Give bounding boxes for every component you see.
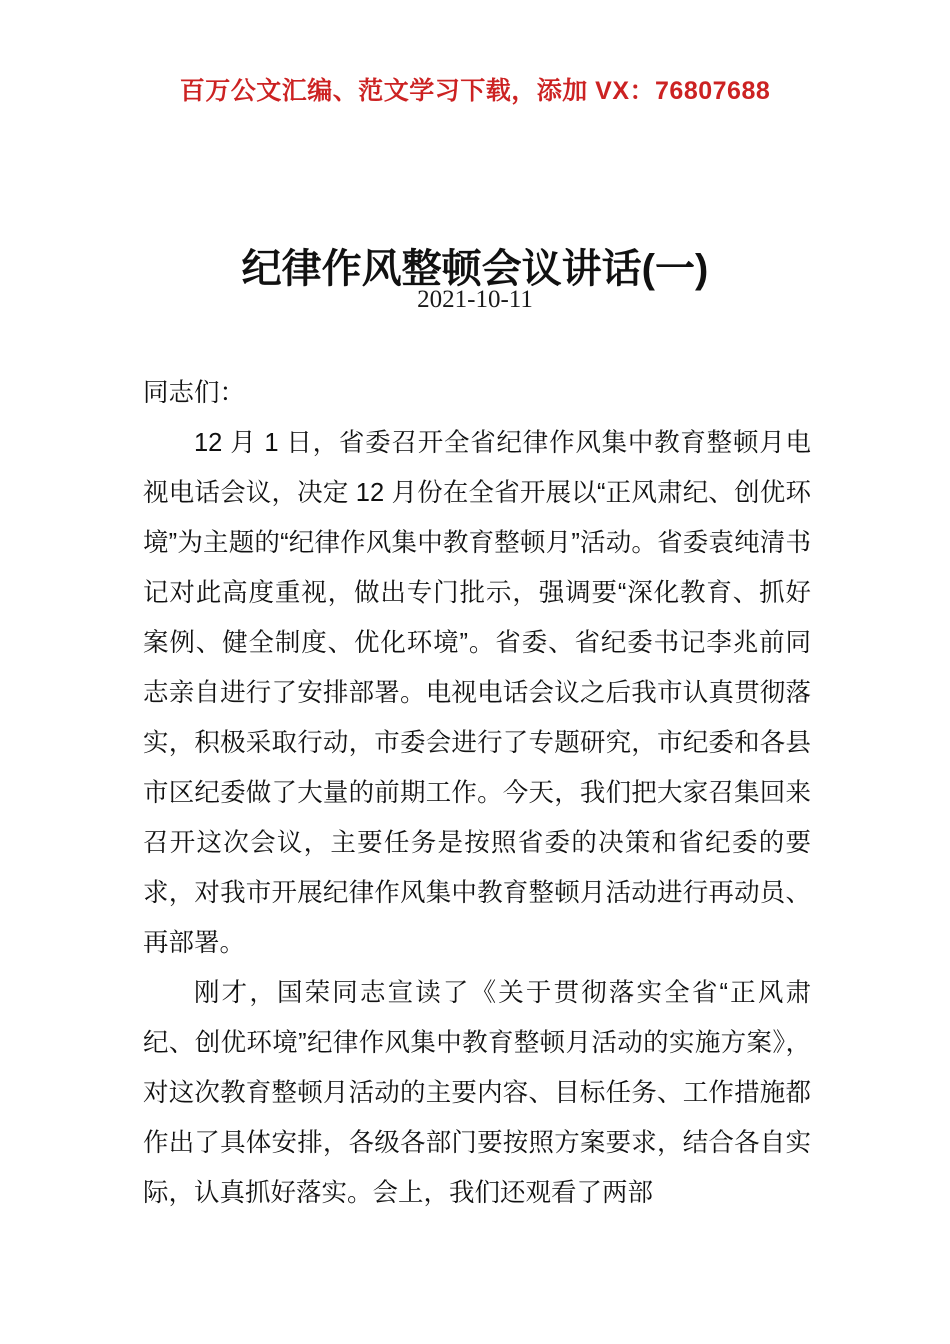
document-date: 2021-10-11 <box>417 286 533 313</box>
promo-banner: 百万公文汇编、范文学习下载，添加 VX：76807688 <box>179 77 771 105</box>
page-title: 纪律作风整顿会议讲话(一) <box>241 246 709 291</box>
body-paragraph: 12 月 1 日，省委召开全省纪律作风集中教育整顿月电视电话会议，决定 12 月份在全省开展以“正风肃纪、创优环境”为主题的“纪律作风集中教育整顿月”活动。省委袁纯清书记对此高度重视，做出专门批示，强调要“深化教育、抓好案例、健全制度、优化环境”。省委、省纪委书记李兆前同志亲自进行了安排部署。电视电话会议之后我市认真贯彻落实，积极采取行动，市委会进行了专题研究，市纪委和各县市区纪委做了大量的前期工作。今天，我们把大家召集回来召开这次会议，主要任务是按照省委的决策和省纪委的要求，对我市开展纪律作风集中教育整顿月活动进行再动员、再部署。 <box>143 429 811 957</box>
document-body <box>143 368 811 1218</box>
body-paragraph: 刚才，国荣同志宣读了《关于贯彻落实全省“正风肃纪、创优环境”纪律作风集中教育整顿月活动的实施方案》，对这次教育整顿月活动的主要内容、目标任务、工作措施都作出了具体安排，各级各部门要按照方案要求，结合各自实际，认真抓好落实。会上，我们还观看了两部 <box>143 979 811 1207</box>
salutation: 同志们： <box>143 379 246 407</box>
